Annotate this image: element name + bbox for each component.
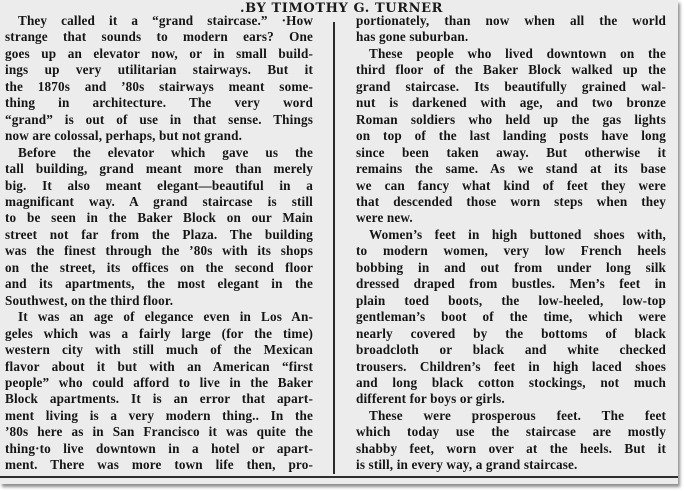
text-line: portionately, than now when all the world <box>356 13 666 28</box>
byline: .BY TIMOTHY G. TURNER <box>240 1 444 16</box>
text-line: which today use the staircase are mostly <box>356 424 666 440</box>
text-line: They called it a “grand staircase.” ·How <box>18 13 313 28</box>
text-line: that descended those worn steps when they <box>356 193 666 209</box>
text-line: we can fancy what kind of feet they were <box>356 177 666 193</box>
text-line: nut is darkened with age, and two bronze <box>356 95 666 111</box>
text-line: trousers. Children’s feet in high laced shoes <box>356 358 666 374</box>
text-line: and long black cotton stockings, not much <box>356 374 666 390</box>
text-line: ings up very utilitarian stairways. But it <box>5 62 313 78</box>
text-line: These people who lived downtown on the <box>369 45 666 61</box>
text-line: were new. <box>356 210 413 226</box>
text-line: third floor of the Baker Block walked up the <box>356 62 666 78</box>
text-line: Before the elevator which gave us the <box>18 144 313 160</box>
text-line: Southwest, on the third floor. <box>5 292 174 308</box>
text-line: These were prosperous feet. The feet <box>369 407 666 423</box>
text-line: broadcloth or black and white checked <box>356 342 666 358</box>
text-line: now are colossal, perhaps, but not grand. <box>5 128 243 144</box>
text-line: on top of the last landing posts have long <box>356 128 666 144</box>
text-line: and its apartments, the most elegant in the <box>5 276 313 292</box>
text-line: gentleman’s boot of the time, which were <box>356 309 666 325</box>
text-line: remains the same. As we stand at its base <box>356 161 666 177</box>
text-line: flavor about it but with an American “first <box>5 358 313 374</box>
column-divider <box>333 22 335 474</box>
text-line: on the street, its offices on the second floor <box>5 259 313 275</box>
text-line: ment living is a very modern thing.. In the <box>5 407 313 423</box>
left-column <box>5 13 313 474</box>
text-line: western city with still much of the Mexican <box>5 342 313 358</box>
text-line: nearly covered by the bottoms of black <box>356 325 666 341</box>
text-line: people” who could afford to live in the Baker <box>5 374 313 390</box>
text-line: since been taken away. But otherwise it <box>356 144 666 160</box>
text-line: “grand” is out of use in that sense. Things <box>5 111 313 127</box>
text-line: was the finest through the ’80s with its shops <box>5 243 313 259</box>
text-line: thing in architecture. The very word <box>5 95 313 111</box>
text-line: tall building, grand meant more than merely <box>5 161 313 177</box>
text-line: to modern women, very low French heels <box>356 243 666 259</box>
text-line: goes up an elevator now, or in small build- <box>5 45 313 61</box>
text-line: plain toed boots, the low-heeled, low-top <box>356 292 666 308</box>
text-line: big. It also meant elegant—beautiful in a <box>5 177 313 193</box>
right-column <box>356 13 666 474</box>
text-line: grand staircase. Its beautifully grained wal- <box>356 78 666 94</box>
text-line: thing·to live downtown in a hotel or apart- <box>5 440 313 456</box>
text-line: dressed draped from bustles. Men’s feet in <box>356 276 666 292</box>
bottom-rule <box>0 476 678 478</box>
text-line: street not far from the Plaza. The building <box>5 226 313 242</box>
text-line: different for boys or girls. <box>356 391 505 407</box>
text-line: Block apartments. It is an error that apart- <box>5 391 313 407</box>
text-line: has gone suburban. <box>356 29 469 45</box>
text-line: strange that sounds to modern ears? One <box>5 29 313 45</box>
text-line: shabby feet, worn over at the heels. But it <box>356 440 666 456</box>
text-line: the 1870s and ’80s stairways meant some- <box>5 78 313 94</box>
text-line: is still, in every way, a grand staircase. <box>356 457 578 473</box>
text-line: Women’s feet in high buttoned shoes with, <box>369 226 666 242</box>
text-line: ’80s here as in San Francisco it was quite the <box>5 424 313 440</box>
text-line: It was an age of elegance even in Los An- <box>18 309 313 325</box>
text-line: to be seen in the Baker Block on our Main <box>5 210 313 226</box>
text-line: geles which was a fairly large (for the time) <box>5 325 313 341</box>
text-line: ment. There was more town life then, pro- <box>5 457 313 473</box>
text-line: bobbing in and out from under long silk <box>356 259 666 275</box>
text-line: magnificant way. A grand staircase is still <box>5 193 313 209</box>
text-line: Roman soldiers who held up the gas lights <box>356 111 666 127</box>
